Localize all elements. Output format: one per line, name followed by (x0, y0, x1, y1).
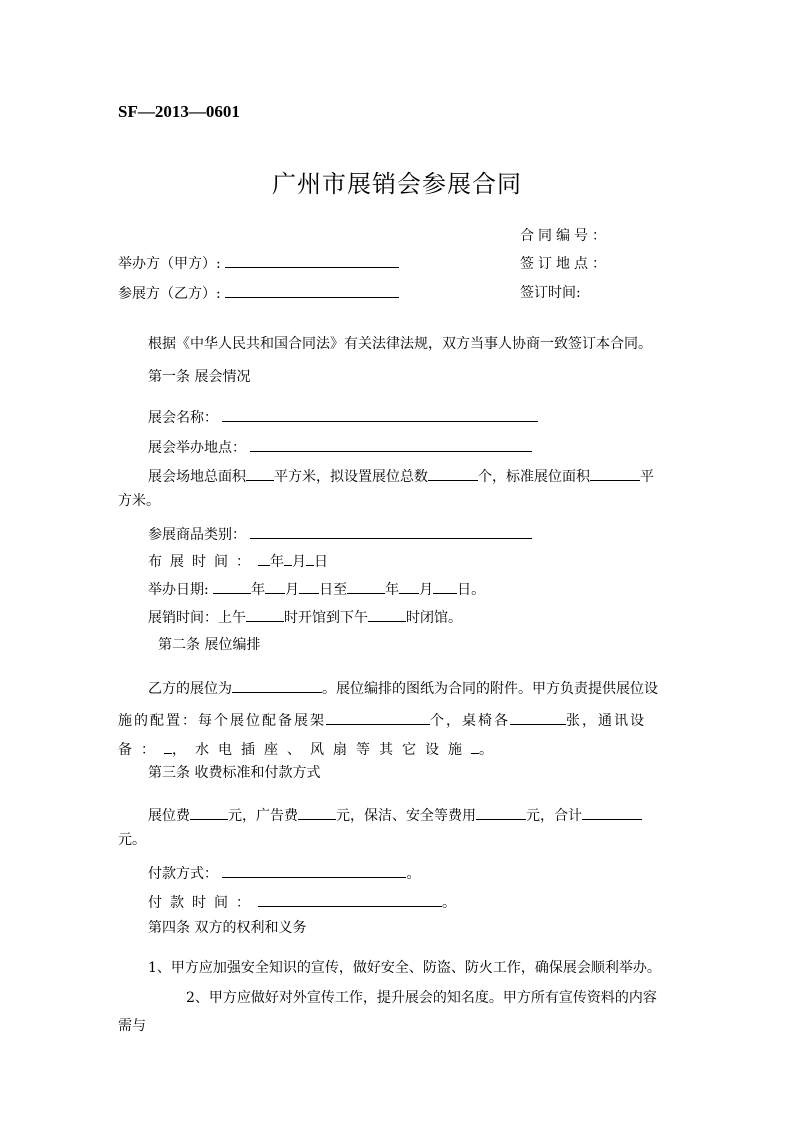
year-text: 年 (385, 582, 400, 598)
document-title: 广州市展销会参展合同 (272, 170, 522, 198)
month-text: 月 (292, 554, 306, 570)
hours-text-1: 展销时间：上午 (148, 610, 246, 626)
ad-fee-field[interactable] (298, 805, 336, 820)
category-row (148, 524, 532, 542)
standard-booth-area-field[interactable] (590, 466, 640, 481)
end-month-field[interactable] (399, 579, 419, 594)
hours-row (148, 607, 462, 625)
party-b-label: 参展方（乙方）: (118, 286, 221, 302)
fee-text-4: 元，合计 (526, 808, 582, 824)
total-fee-field[interactable] (582, 805, 642, 820)
pay-time-label: 付款时间： (148, 895, 258, 911)
booth-row-2 (118, 710, 646, 728)
dates-row (148, 579, 485, 597)
hours-text-3: 时闭馆。 (406, 610, 462, 626)
expo-venue-field[interactable] (250, 437, 532, 452)
year-text: 年 (270, 554, 284, 570)
expo-name-row (148, 407, 538, 425)
booth-text-3: 施的配置：每个展位配备展架 (118, 713, 326, 729)
article3-heading: 第三条 收费标准和付款方式 (148, 765, 321, 781)
setup-time-row (148, 551, 328, 569)
open-hour-field[interactable] (246, 607, 284, 622)
sign-time-label: 签订时间: (520, 285, 581, 301)
area-text-4: 平 (640, 469, 654, 485)
start-day-field[interactable] (299, 579, 319, 594)
booth-row-1 (148, 678, 658, 696)
start-year-field[interactable] (213, 579, 251, 594)
article1-heading: 第一条 展会情况 (148, 369, 251, 385)
booth-row-3 (118, 739, 502, 757)
service-fee-field[interactable] (476, 805, 526, 820)
day-text: 日 (314, 554, 328, 570)
article2-heading: 第二条 展位编排 (158, 637, 261, 653)
article4-heading: 第四条 双方的权利和义务 (148, 920, 307, 936)
booth-text-1: 乙方的展位为 (148, 681, 232, 697)
pay-method-label: 付款方式： (148, 866, 218, 882)
expo-name-field[interactable] (222, 407, 538, 422)
day-end-text: 日。 (457, 582, 486, 598)
booth-text-6: 备： (118, 742, 164, 758)
pay-method-field[interactable] (222, 863, 406, 878)
booth-text-8: 。 (479, 742, 502, 758)
fee-text-2: 元，广告费 (228, 808, 298, 824)
setup-time-label: 布展时间： (148, 554, 258, 570)
obligation-item-1: 1、甲方应加强安全知识的宣传，做好安全、防盗、防火工作，确保展会顺利举办。 (148, 960, 661, 976)
expo-venue-row (148, 437, 532, 455)
setup-day-field[interactable] (306, 551, 314, 566)
fee-text-3: 元，保洁、安全等费用 (336, 808, 476, 824)
fee-row (148, 805, 642, 823)
setup-year-field[interactable] (258, 551, 270, 566)
start-month-field[interactable] (265, 579, 285, 594)
table-chair-count-field[interactable] (510, 710, 566, 725)
fee-text-1: 展位费 (148, 808, 190, 824)
month-text: 月 (285, 582, 300, 598)
obligation-item-2-cont: 需与 (118, 1018, 146, 1034)
booth-text-2: 。展位编排的图纸为合同的附件。甲方负责提供展位设 (322, 681, 658, 697)
area-text-3: 个，标准展位面积 (478, 469, 590, 485)
telecom-field[interactable] (164, 739, 172, 754)
month-text: 月 (419, 582, 434, 598)
expo-venue-label: 展会举办地点： (148, 440, 246, 456)
booth-text-4: 个，桌椅各 (430, 713, 510, 729)
setup-month-field[interactable] (284, 551, 292, 566)
party-a-row (118, 253, 399, 271)
pay-time-row (148, 892, 456, 910)
total-area-field[interactable] (246, 466, 274, 481)
booth-text-5: 张，通讯设 (566, 713, 646, 729)
fee-row-cont: 元。 (118, 832, 146, 848)
document-code: SF—2013—0601 (118, 102, 240, 121)
year-text: 年 (251, 582, 266, 598)
expo-name-label: 展会名称： (148, 410, 218, 426)
period-text: 。 (406, 866, 421, 882)
day-to-text: 日至 (319, 582, 348, 598)
intro-paragraph: 根据《中华人民共和国合同法》有关法律法规，双方当事人协商一致签订本合同。 (148, 336, 652, 352)
pay-time-field[interactable] (258, 892, 442, 907)
area-row-cont: 方米。 (118, 493, 160, 509)
area-text-1: 展会场地总面积 (148, 469, 246, 485)
obligation-item-2: 2、甲方应做好对外宣传工作，提升展会的知名度。甲方所有宣传资料的内容 (186, 990, 657, 1006)
hours-text-2: 时开馆到下午 (284, 610, 368, 626)
period-text: 。 (442, 895, 456, 911)
party-a-label: 举办方（甲方）: (118, 256, 221, 272)
booth-count-field[interactable] (428, 466, 478, 481)
other-facilities-field[interactable] (471, 739, 479, 754)
shelf-count-field[interactable] (326, 710, 430, 725)
party-b-row (118, 283, 399, 301)
booth-number-field[interactable] (232, 678, 322, 693)
end-day-field[interactable] (433, 579, 457, 594)
booth-fee-field[interactable] (190, 805, 228, 820)
end-year-field[interactable] (347, 579, 385, 594)
category-field[interactable] (250, 524, 532, 539)
dates-label: 举办日期: (148, 582, 209, 598)
sign-place-label: 签订地点： (520, 256, 610, 272)
booth-text-7: ，水电插座、风扇等其它设施 (172, 742, 471, 758)
party-b-field[interactable] (225, 283, 399, 298)
pay-method-row (148, 863, 420, 881)
area-text-2: 平方米，拟设置展位总数 (274, 469, 428, 485)
close-hour-field[interactable] (368, 607, 406, 622)
category-label: 参展商品类别： (148, 527, 246, 543)
area-row (148, 466, 654, 484)
party-a-field[interactable] (225, 253, 399, 268)
contract-number-label: 合同编号： (520, 228, 610, 244)
